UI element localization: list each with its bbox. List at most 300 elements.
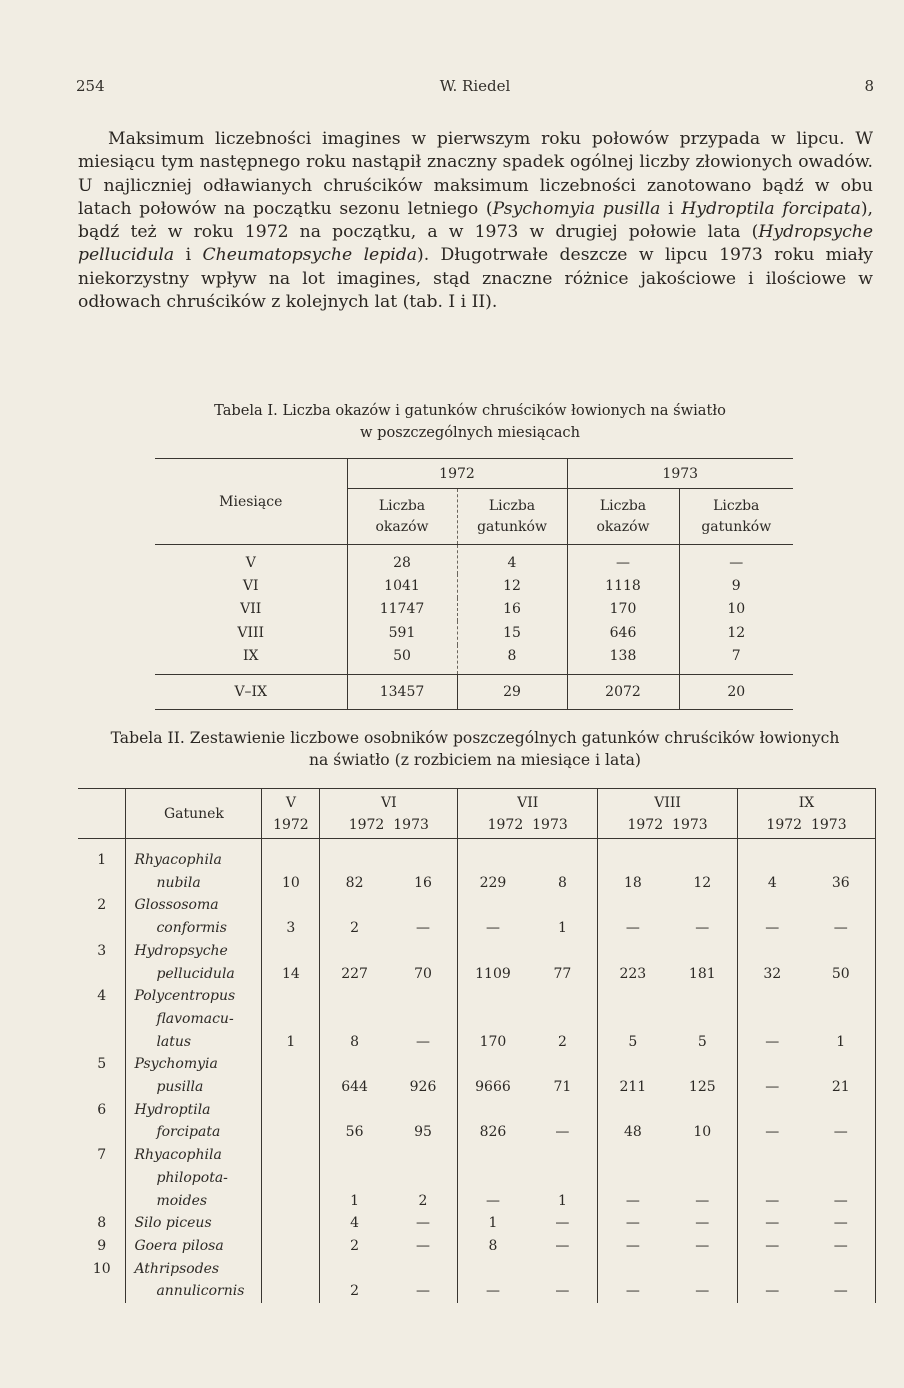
table-cell-pair: [598, 1076, 738, 1099]
table-cell: 29: [457, 674, 567, 709]
table-cell-pair: [320, 849, 458, 872]
table-cell: —: [765, 1079, 780, 1096]
table-cell-pair: [458, 1099, 598, 1122]
table-cell: 20: [679, 674, 793, 709]
table-cell: —: [695, 1237, 710, 1254]
table-cell-pair: [598, 1053, 738, 1076]
table-row: [78, 1235, 876, 1258]
row-number: 2: [97, 897, 107, 914]
table-row: [155, 545, 793, 575]
table-cell: 12: [679, 621, 793, 644]
table-row: [155, 598, 793, 621]
table-row: [78, 1099, 876, 1122]
table-cell-pair: [738, 963, 876, 986]
table-cell: —: [765, 1033, 780, 1050]
table-cell: 56: [345, 1124, 364, 1141]
table-cell-pair: [598, 917, 738, 940]
table-cell: [262, 1190, 320, 1213]
species-name: Hydropsyche pellucidula: [78, 222, 873, 266]
table-cell: 77: [553, 965, 572, 982]
row-number: 6: [97, 1101, 107, 1118]
table-cell-pair: [458, 1190, 598, 1213]
table-cell-pair: [320, 940, 458, 963]
table1-header-specimens: Liczba okazów: [567, 489, 679, 545]
species-name: flavomacu-: [126, 1008, 262, 1031]
table-cell: 1: [350, 1192, 360, 1209]
table-row: [78, 917, 876, 940]
table-cell: —: [833, 1124, 848, 1141]
species-name: Hydroptila forcipata: [681, 198, 861, 219]
journal-mark: 8: [864, 77, 874, 95]
table2-header-month: VI 1972 1973: [320, 789, 458, 839]
species-name: conformis: [126, 917, 262, 940]
table-cell-pair: [320, 894, 458, 917]
table-cell-pair: [598, 985, 738, 1008]
table-cell: 1: [557, 920, 567, 937]
table-cell: —: [695, 1215, 710, 1232]
row-number: [78, 1121, 126, 1144]
table-cell: IX: [243, 648, 259, 665]
table-row: [78, 1144, 876, 1167]
table-cell-pair: [598, 1099, 738, 1122]
table-cell: 170: [567, 598, 679, 621]
table-cell-pair: [738, 1099, 876, 1122]
table-cell: 4: [350, 1215, 360, 1232]
table-cell: —: [416, 1215, 431, 1232]
table-cell: 9: [679, 574, 793, 597]
table-cell-pair: [598, 1031, 738, 1054]
table-cell: 1041: [347, 574, 457, 597]
table-cell-pair: [458, 963, 598, 986]
table-cell-pair: [320, 1235, 458, 1258]
table-cell-pair: [458, 849, 598, 872]
table-cell: 11747: [347, 598, 457, 621]
table-cell: 8: [457, 645, 567, 675]
table-cell: —: [765, 920, 780, 937]
table-cell: —: [555, 1215, 570, 1232]
running-author: W. Riedel: [439, 77, 511, 95]
table-cell-pair: [738, 1076, 876, 1099]
table-cell: —: [765, 1192, 780, 1209]
table-cell: 32: [763, 965, 782, 982]
table-cell-pair: [320, 1099, 458, 1122]
table-cell-pair: [598, 963, 738, 986]
table-cell: 8: [350, 1033, 360, 1050]
table-cell: 4: [767, 874, 777, 891]
table1-header-species: Liczba gatunków: [457, 489, 567, 545]
table-cell-pair: [738, 917, 876, 940]
species-name: Silo piceus: [126, 1212, 262, 1235]
table-cell: [262, 1053, 320, 1076]
table-cell: 1: [836, 1033, 846, 1050]
table2-caption: Tabela II. Zestawienie liczbowe osobników poszczególnych gatunków chruścików łowionych na światło (z rozbiciem na miesiące i lata): [110, 729, 840, 769]
table-cell: [262, 849, 320, 872]
table-cell-pair: [320, 1280, 458, 1303]
table-cell-pair: [320, 1144, 458, 1167]
table-row: [78, 1008, 876, 1031]
table-row: [155, 621, 793, 644]
table-cell: —: [765, 1283, 780, 1300]
table-cell: 14: [262, 963, 320, 986]
table-cell: V: [245, 554, 256, 571]
table-cell: 15: [457, 621, 567, 644]
table-cell: 211: [619, 1079, 647, 1096]
species-name: moides: [126, 1190, 262, 1213]
species-name: Rhyacophila: [126, 849, 262, 872]
table-cell: [262, 1280, 320, 1303]
species-name: Polycentropus: [126, 985, 262, 1008]
row-number: [78, 1076, 126, 1099]
table-cell-pair: [598, 1258, 738, 1281]
species-name: latus: [126, 1031, 262, 1054]
table-cell: —: [485, 1192, 500, 1209]
table-cell: 591: [347, 621, 457, 644]
table-cell: 227: [341, 965, 368, 982]
table-cell: —: [555, 1124, 570, 1141]
table-cell: 12: [693, 874, 712, 891]
table-row: [78, 849, 876, 872]
table-cell: —: [485, 1283, 500, 1300]
table-row: [78, 1121, 876, 1144]
table2-header-month: V 1972: [262, 789, 320, 839]
table-cell: VII: [240, 601, 262, 618]
table-cell: 28: [347, 545, 457, 575]
table-cell: 170: [479, 1033, 507, 1050]
table-cell: —: [765, 1124, 780, 1141]
table-cell: 644: [341, 1079, 368, 1096]
row-number: [78, 963, 126, 986]
table-cell-pair: [738, 1258, 876, 1281]
table-cell-pair: [598, 849, 738, 872]
row-number: 5: [97, 1056, 107, 1073]
table-cell-pair: [598, 1190, 738, 1213]
row-number: [78, 1190, 126, 1213]
table-cell-pair: [598, 1121, 738, 1144]
table-cell: —: [765, 1215, 780, 1232]
table-row: [78, 872, 876, 895]
table-cell: 36: [831, 874, 850, 891]
table-cell: 646: [567, 621, 679, 644]
table-cell: 16: [457, 598, 567, 621]
table-cell: 4: [457, 545, 567, 575]
table-cell-pair: [320, 1167, 458, 1190]
table-cell: —: [416, 920, 431, 937]
table-cell-pair: [320, 872, 458, 895]
table-cell-pair: [598, 1008, 738, 1031]
table-cell-pair: [458, 917, 598, 940]
table-cell-pair: [458, 1212, 598, 1235]
table-cell-pair: [320, 1212, 458, 1235]
table-cell: 50: [831, 965, 850, 982]
table-cell: 10: [679, 598, 793, 621]
species-name: pusilla: [126, 1076, 262, 1099]
table-cell: —: [625, 1215, 640, 1232]
table-cell: 10: [262, 872, 320, 895]
table-cell: —: [833, 1237, 848, 1254]
species-name: Rhyacophila: [126, 1144, 262, 1167]
table-cell-pair: [738, 1053, 876, 1076]
table-cell: [262, 1099, 320, 1122]
table-cell: —: [567, 545, 679, 575]
table-cell: 95: [414, 1124, 432, 1141]
table-cell: 71: [553, 1079, 572, 1096]
row-number: 8: [97, 1215, 107, 1232]
table-cell-pair: [458, 1031, 598, 1054]
table-row: [78, 1076, 876, 1099]
row-number: 7: [97, 1147, 107, 1164]
table-cell: 2: [350, 1283, 360, 1300]
table-cell: [262, 1121, 320, 1144]
table-cell: 18: [623, 874, 642, 891]
table-cell-pair: [598, 1144, 738, 1167]
species-name: pellucidula: [126, 963, 262, 986]
table-cell-pair: [598, 1167, 738, 1190]
row-number: [78, 872, 126, 895]
table-cell: [262, 894, 320, 917]
table2-header-number: [78, 789, 126, 839]
species-name: philopota-: [126, 1167, 262, 1190]
table-cell: —: [695, 1192, 710, 1209]
table-cell: —: [625, 1283, 640, 1300]
table-row: [155, 574, 793, 597]
species-name: Hydroptila: [126, 1099, 262, 1122]
table-cell: —: [416, 1283, 431, 1300]
table-cell-pair: [458, 1167, 598, 1190]
table-cell-pair: [458, 940, 598, 963]
table1-header-month: Miesiące: [155, 459, 347, 545]
table-cell: 8: [557, 874, 567, 891]
table-cell: 1118: [567, 574, 679, 597]
table-cell-pair: [458, 872, 598, 895]
table-cell: —: [833, 1192, 848, 1209]
table-total-row: [155, 674, 793, 709]
table-cell: —: [416, 1033, 431, 1050]
table-cell-pair: [320, 963, 458, 986]
table-cell: VI: [242, 578, 259, 595]
table-cell-pair: [458, 1121, 598, 1144]
table-cell-pair: [738, 1121, 876, 1144]
table-row: [78, 1258, 876, 1281]
table1: [155, 458, 793, 710]
table-cell: [262, 1076, 320, 1099]
table-cell: —: [625, 1237, 640, 1254]
table-cell-pair: [598, 1212, 738, 1235]
species-name: annulicornis: [126, 1280, 262, 1303]
species-name: Psychomyia pusilla: [492, 198, 661, 219]
species-name: Goera pilosa: [126, 1235, 262, 1258]
table-cell: —: [833, 1215, 848, 1232]
table-cell: 21: [831, 1079, 850, 1096]
table-cell: 1109: [475, 965, 511, 982]
species-name: forcipata: [126, 1121, 262, 1144]
table-cell-pair: [738, 940, 876, 963]
table-cell: 223: [619, 965, 647, 982]
table-cell-pair: [458, 1235, 598, 1258]
table-cell-pair: [738, 1280, 876, 1303]
table-cell: 2: [350, 1237, 360, 1254]
body-paragraph: Maksimum liczebności imagines w pierwszym roku połowów przypada w lipcu. W miesiącu tym następnego roku nastąpił znaczny spadek ogólnej liczby złowionych owadów. U najliczniej odławianych chruścików maksimum liczebności zanotowano bądź w obu latach połowów na początku sezonu letniego (Psychomyia pusilla i Hydroptila forcipata), bądź też w roku 1972 na początku, a w 1973 w drugiej połowie lata (Hydropsyche pellucidula i Cheumatopsyche lepida). Długotrwałe deszcze w lipcu 1973 roku miały niekorzystny wpływ na lot imagines, stąd znaczne różnice jakościowe i ilościowe w odłowach chruścików z kolejnych lat (tab. I i II).: [78, 129, 873, 313]
row-number: [78, 1167, 126, 1190]
table1-header-year: 1972: [347, 459, 567, 489]
table-cell-pair: [458, 1008, 598, 1031]
table-cell-pair: [738, 1212, 876, 1235]
row-number: [78, 917, 126, 940]
table-cell: [262, 985, 320, 1008]
table-cell: —: [555, 1283, 570, 1300]
table-cell: 10: [693, 1124, 712, 1141]
table-row: [78, 963, 876, 986]
table-cell: 8: [488, 1237, 498, 1254]
table-cell-pair: [320, 917, 458, 940]
table-cell-pair: [598, 1280, 738, 1303]
table-cell: 1: [488, 1215, 498, 1232]
table2-header-month: VII 1972 1973: [458, 789, 598, 839]
table-cell-pair: [738, 1235, 876, 1258]
table-cell: 16: [414, 874, 432, 891]
table-cell: —: [416, 1237, 431, 1254]
table-cell-pair: [738, 894, 876, 917]
table-cell-pair: [320, 1190, 458, 1213]
table-cell-pair: [458, 985, 598, 1008]
table-row: [78, 1190, 876, 1213]
table-cell: 70: [414, 965, 432, 982]
table-cell-pair: [320, 1076, 458, 1099]
table-cell-pair: [598, 940, 738, 963]
table-cell-pair: [320, 985, 458, 1008]
table-cell-pair: [738, 1008, 876, 1031]
table-cell: 82: [345, 874, 364, 891]
table-cell-pair: [320, 1031, 458, 1054]
table2-header-species: Gatunek: [126, 789, 262, 839]
table-cell-pair: [320, 1258, 458, 1281]
row-number: 1: [97, 852, 107, 868]
table-cell: 7: [679, 645, 793, 675]
table-row: [155, 645, 793, 675]
table-cell: [262, 1235, 320, 1258]
table-cell: 1: [262, 1031, 320, 1054]
table-cell-pair: [458, 1280, 598, 1303]
table-cell: 2: [418, 1192, 428, 1209]
table-cell-pair: [738, 1144, 876, 1167]
table-row: [78, 894, 876, 917]
table-cell-pair: [738, 1167, 876, 1190]
table-cell: 2072: [567, 674, 679, 709]
table-cell: 826: [479, 1124, 507, 1141]
table-cell: 138: [567, 645, 679, 675]
table2-header-month: IX 1972 1973: [738, 789, 876, 839]
table-cell: [262, 1167, 320, 1190]
table-cell-pair: [598, 894, 738, 917]
table-cell-pair: [738, 985, 876, 1008]
table-cell: 5: [697, 1033, 707, 1050]
table-row: [78, 1053, 876, 1076]
table1-header-specimens: Liczba okazów: [347, 489, 457, 545]
table-cell-pair: [458, 1053, 598, 1076]
table-cell-pair: [458, 1258, 598, 1281]
table-cell: 9666: [475, 1079, 511, 1096]
table-cell-pair: [458, 894, 598, 917]
table1-header-species: Liczba gatunków: [679, 489, 793, 545]
table-cell: [262, 1008, 320, 1031]
table-cell-pair: [458, 1144, 598, 1167]
table-cell: —: [695, 920, 710, 937]
table-row: [78, 985, 876, 1008]
table-cell: 5: [628, 1033, 638, 1050]
species-name: Glossosoma: [126, 894, 262, 917]
table-cell: V–IX: [155, 674, 347, 709]
table-cell: 12: [457, 574, 567, 597]
row-number: [78, 1031, 126, 1054]
species-name: Cheumatopsyche lepida: [202, 245, 417, 266]
table-cell: 2: [557, 1033, 567, 1050]
table-cell-pair: [738, 849, 876, 872]
table-row: [78, 1280, 876, 1303]
row-number: [78, 1280, 126, 1303]
species-name: Psychomyia: [126, 1053, 262, 1076]
row-number: [78, 1008, 126, 1031]
table-cell: —: [695, 1283, 710, 1300]
table-cell: 48: [623, 1124, 642, 1141]
table-cell-pair: [738, 1031, 876, 1054]
table-cell-pair: [320, 1008, 458, 1031]
table2-header-month: VIII 1972 1973: [598, 789, 738, 839]
table-cell: 1: [557, 1192, 567, 1209]
table-row: [78, 1212, 876, 1235]
table-cell: —: [833, 920, 848, 937]
table-cell-pair: [598, 1235, 738, 1258]
table-cell: 2: [350, 920, 360, 937]
row-number: 3: [97, 942, 107, 959]
table-cell: —: [485, 920, 500, 937]
table-cell: VIII: [237, 624, 265, 641]
table-cell: 3: [262, 917, 320, 940]
row-number: 10: [92, 1260, 111, 1277]
species-name: Athripsodes: [126, 1258, 262, 1281]
species-name: Hydropsyche: [126, 940, 262, 963]
table-row: [78, 1031, 876, 1054]
table-cell: —: [555, 1237, 570, 1254]
table-cell-pair: [320, 1053, 458, 1076]
page-number: 254: [76, 77, 105, 95]
table-cell: —: [833, 1283, 848, 1300]
table-cell: 13457: [347, 674, 457, 709]
table-row: [78, 1167, 876, 1190]
table1-caption: Tabela I. Liczba okazów i gatunków chruścików łowionych na światło w poszczególnych miesiącach: [214, 402, 726, 441]
table-cell: —: [625, 1192, 640, 1209]
table-cell: —: [765, 1237, 780, 1254]
table-cell-pair: [738, 1190, 876, 1213]
table-cell: [262, 1212, 320, 1235]
table-cell: —: [625, 920, 640, 937]
table-cell: —: [679, 545, 793, 575]
row-number: 9: [97, 1237, 107, 1254]
species-name: nubila: [126, 872, 262, 895]
table-cell: 181: [688, 965, 716, 982]
table-cell: 125: [688, 1079, 716, 1096]
table-cell: 229: [479, 874, 507, 891]
table-cell: [262, 1144, 320, 1167]
table-cell: [262, 940, 320, 963]
table2: [78, 788, 876, 1303]
table-cell-pair: [738, 872, 876, 895]
table-cell-pair: [458, 1076, 598, 1099]
table-cell: 50: [347, 645, 457, 675]
table1-header-year: 1973: [567, 459, 793, 489]
table-cell: 926: [409, 1079, 437, 1096]
row-number: 4: [97, 988, 107, 1005]
table-row: [78, 940, 876, 963]
table-cell-pair: [598, 872, 738, 895]
